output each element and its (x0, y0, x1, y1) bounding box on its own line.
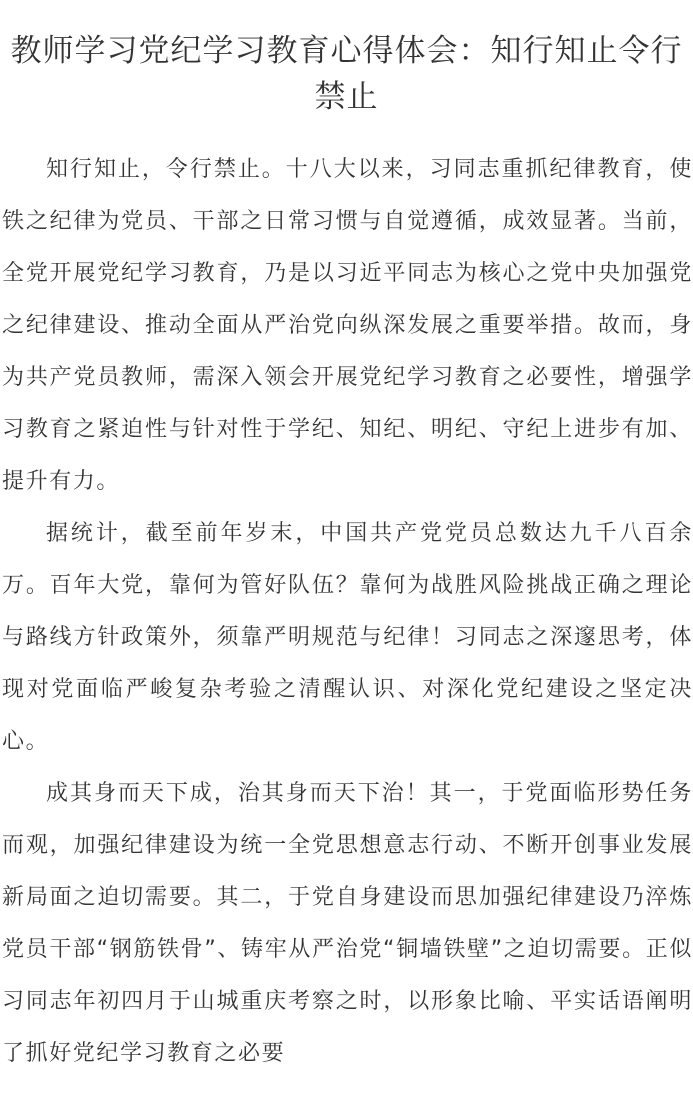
article-paragraph: 知行知止，令行禁止。十八大以来，习同志重抓纪律教育，使铁之纪律为党员、干部之日常习惯与自觉遵循，成效显著。当前，全党开展党纪学习教育，乃是以习近平同志为核心之党中央加强党之纪律建设、推动全面从严治党向纵深发展之重要举措。故而，身为共产党员教师，需深入领会开展党纪学习教育之必要性，增强学习教育之紧迫性与针对性于学纪、知纪、明纪、守纪上进步有加、提升有力。 (2, 157, 693, 494)
article-paragraph: 成其身而天下成，治其身而天下治！其一，于党面临形势任务而观，加强纪律建设为统一全党思想意志行动、不断开创事业发展新局面之迫切需要。其二，于党自身建设而思加强纪律建设乃淬炼党员干部“钢筋铁骨”、铸牢从严治党“铜墙铁壁”之迫切需要。正似习同志年初四月于山城重庆考察之时，以形象比喻、平实话语阐明了抓好党纪学习教育之必要 (2, 781, 693, 1066)
article-title: 教师学习党纪学习教育心得体会：知行知止令行禁止 (10, 33, 683, 115)
article-body (0, 144, 693, 1080)
article-paragraph: 据统计，截至前年岁末，中国共产党党员总数达九千八百余万。百年大党，靠何为管好队伍？靠何为战胜风险挑战正确之理论与路线方针政策外，须靠严明规范与纪律！习同志之深邃思考，体现对党面临严峻复杂考验之清醒认识、对深化党纪建设之坚定决心。 (2, 521, 693, 754)
